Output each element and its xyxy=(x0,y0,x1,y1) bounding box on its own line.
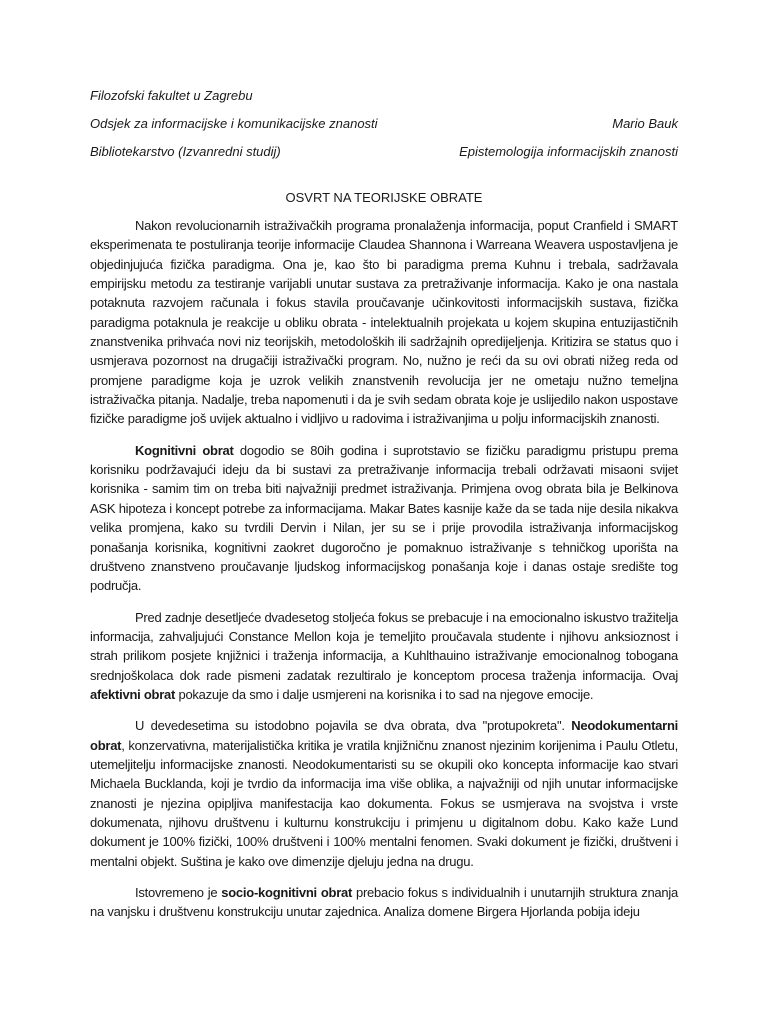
paragraph-text: Pred zadnje desetljeće dvadesetog stoljeća fokus se prebacuje i na emocionalno iskustvo tražitelja informacija, zahvaljujući Constance Mellon koja je temeljito proučavala studente i njihovu anksioznost i strah prilikom posjete knjižnici i traženja informacija, a Kuhlthauino istraživanje emocionalnog tobogana srednjoškolaca dok rade pismeni zadatak rezultiralo je konceptom procesa traženja informacija. Ovaj xyxy=(90,609,678,683)
term-socio-cognitive-turn: socio-kognitivni obrat xyxy=(221,885,353,900)
paragraph-text: pokazuje da smo i dalje usmjereni na korisnika i to sad na njegove emocije. xyxy=(175,686,594,702)
document-title: OSVRT NA TEORIJSKE OBRATE xyxy=(285,190,483,205)
paragraph-text: U devedesetima su istodobno pojavila se dva obrata, dva "protupokreta". xyxy=(135,718,572,734)
study-program: Bibliotekarstvo (Izvanredni studij) xyxy=(90,144,281,159)
paragraph-text: , konzervativna, materijalistička kritika je vratila knjižničnu znanost njezinim korijenima i Paulu Otletu, utemeljitelju informacijske znanosti. Neodokumentaristi su se okupili oko koncepta informacije kao stvari Michaela Bucklanda, koji je tvrdio da informacija ima više oblika, a najvažniji od njih unutar informacijske znanosti je njezina opipljiva manifestacija kao dokumenta. Fokus se usmjerava na svojstva i vrste dokumenata, njihovu društvenu i kulturnu konstrukciju i primjenu u digitalnom dobu. Kako kaže Lund dokument je 100% fizički, 100% društveni i 100% mentalni fenomen. Svaki dokument je fizički, društveni i mentalni objekt. Suština je kako ove dimenzije djeluju jedna na drugu. xyxy=(90,737,678,869)
term-cognitive-turn: Kognitivni obrat xyxy=(135,442,234,458)
header-row-1 xyxy=(90,88,678,104)
author-name: Mario Bauk xyxy=(612,116,678,131)
institution-name: Filozofski fakultet u Zagrebu xyxy=(90,88,253,103)
department-name: Odsjek za informacijske i komunikacijske znanosti xyxy=(90,116,378,131)
paragraph-intro xyxy=(90,216,678,429)
paragraph-text: prebacio fokus s individualnih i unutarnjih struktura znanja na vanjsku i društvenu konstrukciju unutar zajednica. Analiza domene Birgera Hjorlanda pobija ideju xyxy=(90,885,678,920)
paragraph-affective-turn xyxy=(90,608,678,705)
term-neodocumentary-turn: Neodokumentarni obrat xyxy=(90,718,678,753)
paragraph-text: Nakon revolucionarnih istraživačkih programa pronalaženja informacija, poput Cranfield i SMART eksperimenata te postuliranja teorije informacije Claudea Shannona i Warreana Weavera uspostavljena je objedinjujuća fizička paradigma. Ona je, kao što bi paradigma prema Kuhnu i trebala, sadržavala empirijsku metodu za testiranje varijabli unutar sustava za pretraživanje informacija. Kako je ona nastala potaknuta razvojem računala i fokus stavila proučavanje učinkovitosti informacijskih sustava, fizička paradigma potaknula je reakcije u obliku obrata - intelektualnih projekata u kojem skupina entuzijastičnih znanstvenika prihvaća novi niz teorijskih, metodoloških ili sadržajnih opredijeljenja. Kritizira se status quo i usmjerava pozornost na drugačiji istraživački program. No, nužno je reći da su ovi obrati nižeg reda od promjene paradigme koja je uzrok velikih znanstvenih revolucija jer ne ometaju nužno temeljna istraživačka pitanja. Nadalje, treba napomenuti i da je svih sedam obrata koje je uslijedilo nakon uspostave fizičke paradigme još uvijek aktualno i vidljivo u radovima i istraživanjima u polju informacijskih znanosti. xyxy=(90,218,678,427)
paragraph-text: dogodio se 80ih godina i suprotstavio se fizičku paradigmu pristupu prema korisniku podržavajući ideju da bi sustavi za pretraživanje informacija trebali održavati misaoni svijet korisnika - samim tim on treba biti najvažniji predmet istraživanja. Primjena ovog obrata bila je Belkinova ASK hipoteza i koncept potrebe za informacijama. Makar Bates kasnije kaže da se tada nije desila nikakva velika promjena, kako su tvrdili Dervin i Nilan, jer su se i prije provodila istraživanja informacijskog ponašanja korisnika, kognitivni zaokret dugoročno je pomaknuo istraživanje s tehničkog uporišta na društveno znanstveno proučavanje ljudskog informacijskog ponašanja koje i danas ostaje središte tog područja. xyxy=(90,442,678,594)
paragraph-socio-cognitive-turn xyxy=(90,883,678,922)
paragraph-cognitive-turn xyxy=(90,441,678,596)
term-affective-turn: afektivni obrat xyxy=(90,686,176,702)
header-row-3 xyxy=(90,144,678,160)
header-row-2 xyxy=(90,116,678,132)
course-name: Epistemologija informacijskih znanosti xyxy=(459,144,678,159)
paragraph-text: Istovremeno je xyxy=(135,885,222,900)
paragraph-neodocumentary-turn xyxy=(90,716,678,871)
